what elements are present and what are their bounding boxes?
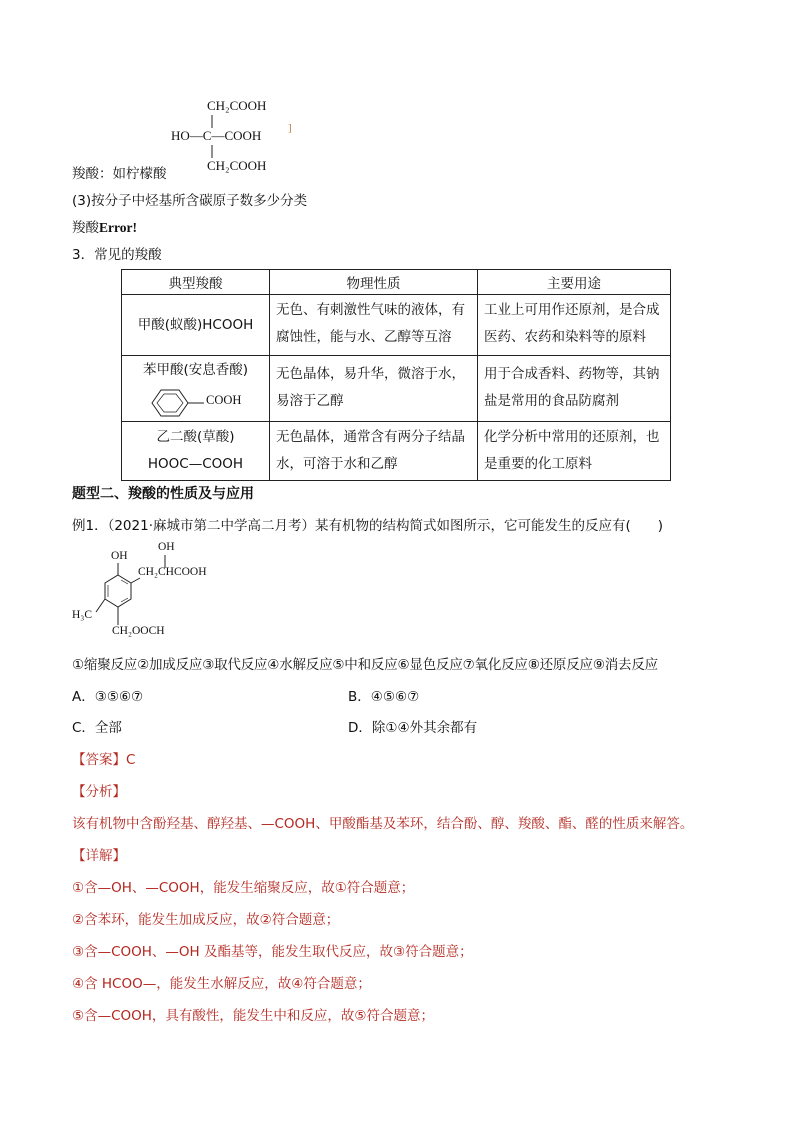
table-header: 主要用途	[478, 270, 671, 295]
option-d: D．除①④外其余都有	[348, 720, 478, 736]
citric-bottom-group: CH₂COOH	[207, 158, 267, 173]
use-cell	[478, 422, 671, 481]
physical-cell	[270, 356, 478, 422]
molecule-bonds	[0, 0, 260, 650]
analysis-text: 该有机物中含酚羟基、醇羟基、—COOH、甲酸酯基及苯环，结合酚、醇、羧酸、酯、醛的性质来解答。	[72, 816, 694, 832]
use-cell	[478, 356, 671, 422]
use-cell	[478, 295, 671, 356]
polyacid-example-line: 羧酸：如柠檬酸	[72, 166, 167, 182]
acid-name: 乙二酸(草酸)	[156, 429, 235, 445]
physical-cell	[270, 422, 478, 481]
detail-line: ②含苯环，能发生加成反应，故②符合题意；	[72, 912, 340, 928]
option-c: C．全部	[72, 720, 122, 736]
detail-line: ⑤含—COOH，具有酸性，能发生中和反应，故⑤符合题意；	[72, 1008, 435, 1024]
benzoic-cooh-label: COOH	[206, 393, 242, 407]
acid-name: 甲酸(蚁酸)HCOOH	[137, 317, 254, 333]
analysis-label: 【分析】	[72, 784, 126, 800]
error-text: Error!	[99, 220, 137, 235]
citric-top-group: CH₂COOH	[207, 98, 267, 113]
use-text: 用于合成香料、药物等，其钠盐是常用的食品防腐剂	[484, 366, 660, 409]
detail-line: ④含 HCOO—，能发生水解反应，故④符合题意；	[72, 976, 371, 992]
physical-text: 无色晶体，易升华，微溶于水，易溶于乙醇	[276, 366, 465, 409]
common-acids-heading: 3．常见的羧酸	[72, 247, 162, 263]
use-text: 工业上可用作还原剂，是合成医药、农药和染料等的原料	[484, 302, 660, 345]
detail-line: ③含—COOH、—OH 及酯基等，能发生取代反应，故③符合题意；	[72, 944, 473, 960]
citric-note-mark: ]	[288, 122, 292, 134]
option-b: B．④⑤⑥⑦	[348, 689, 420, 705]
citric-middle-group: HO—C—COOH	[171, 128, 262, 143]
acid-name: 苯甲酸(安息香酸)	[142, 362, 249, 378]
detail-label: 【详解】	[72, 848, 126, 864]
physical-text: 无色晶体，通常含有两分子结晶水，可溶于水和乙醇	[276, 429, 465, 472]
detail-line: ①含—OH、—COOH，能发生缩聚反应，故①符合题意；	[72, 880, 415, 896]
reaction-list: ①缩聚反应②加成反应③取代反应④水解反应⑤中和反应⑥显色反应⑦氧化反应⑧还原反应⑨消去反应	[72, 657, 658, 673]
methyl-label: H₃C	[72, 609, 92, 621]
use-text: 化学分析中常用的还原剂，也是重要的化工原料	[484, 429, 660, 472]
table-header: 典型羧酸	[122, 270, 270, 295]
physical-cell	[270, 295, 478, 356]
oxalic-formula: HOOC—COOH	[147, 456, 244, 472]
classify-by-carbon-line: (3)按分子中烃基所含碳原子数多少分类	[72, 193, 308, 209]
oh-top-label: OH	[158, 541, 175, 553]
answer-line: 【答案】C	[72, 752, 136, 768]
ester-label: CH₂OOCH	[112, 625, 165, 637]
oh-ring-label: OH	[111, 550, 128, 562]
option-a: A．③⑤⑥⑦	[72, 689, 144, 705]
error-prefix: 羧酸	[72, 220, 99, 236]
section-title: 题型二、羧酸的性质及与应用	[72, 486, 254, 502]
physical-text: 无色、有刺激性气味的液体，有腐蚀性，能与水、乙醇等互溶	[276, 302, 465, 345]
side-chain-label: CH₂CHCOOH	[138, 566, 207, 578]
table-header: 物理性质	[270, 270, 478, 295]
example-stem: 例1．（2021·麻城市第二中学高二月考）某有机物的结构简式如图所示，它可能发生的反应有( )	[72, 518, 664, 534]
